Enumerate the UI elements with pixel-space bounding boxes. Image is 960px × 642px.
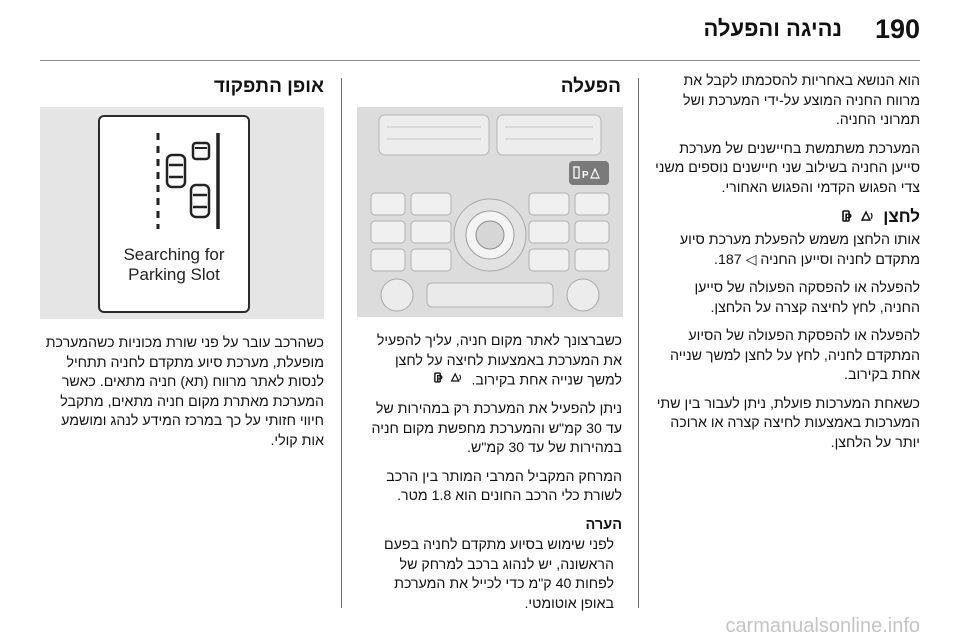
display-message — [100, 245, 248, 285]
display-message-line: Searching for — [123, 245, 225, 264]
column-divider-right — [638, 78, 639, 608]
info-display — [98, 115, 250, 313]
watermark: carmanualsonline.info — [725, 615, 920, 637]
column-divider-left — [341, 78, 342, 608]
paragraph-text: כשברצונך לאתר מקום חניה, עליך להפעיל את המערכת באמצעות לחיצה על לחצן למשך שנייה אחת בקירוב. — [376, 333, 622, 389]
section-title-activation: הפעלה — [560, 76, 621, 97]
column-right — [653, 72, 920, 462]
parking-assist-icon — [434, 371, 464, 391]
page-number: 190 — [874, 14, 920, 44]
paragraph: ניתן להפעיל את המערכת רק במהירות של עד 30 קמ"ש והמערכת מחפשת מקום חניה במהירות של עד 30 קמ"ש. — [371, 401, 622, 456]
note-body: לפני שימוש בסיוע מתקדם לחניה בפעם הראשונה, יש לנהוג ברכב למרחק של לפחות 40 ק"מ כדי לכייל את המערכת באופן אוטומטי. — [384, 537, 614, 612]
display-message-line: Parking Slot — [128, 265, 220, 284]
button-heading — [653, 207, 920, 227]
column-left — [40, 334, 324, 460]
column-middle — [357, 332, 622, 614]
display-figure — [40, 107, 324, 319]
parking-assist-icon — [842, 208, 876, 228]
paragraph: המרחק המקביל המרבי המותר בין הרכב לשורת כלי הרכב החונים הוא 1.8 מטר. — [386, 468, 622, 504]
paragraph: כשאחת המערכות פועלת, ניתן לעבור בין שתי המערכות באמצעות לחיצה קצרה או ארוכה יותר על הלחצן. — [656, 395, 920, 451]
paragraph: להפעלה או להפסקה הפעולה של סייען החניה, לחץ לחיצה קצרה על הלחצן. — [694, 280, 920, 316]
paragraph: המערכת משתמשת בחיישנים של מערכת סייען החניה בשילוב שני חיישנים נוספים משני צדי הפגוש הקדמי והפגוש האחורי. — [655, 140, 920, 196]
paragraph: להפעלה או להפסקת הפעולה של הסיוע המתקדם לחניה, לחץ על לחצן למשך שנייה אחת בקירוב. — [670, 328, 920, 384]
page-title: נהיגה והפעלה — [703, 16, 842, 41]
console-photo — [357, 107, 623, 317]
paragraph: אותו הלחצן משמש להפעלת מערכת סיוע מתקדם לחניה וסייען החניה ◁ 187. — [679, 232, 920, 268]
note-title: הערה — [585, 516, 622, 533]
parking-scan-graphic — [100, 117, 248, 237]
paragraph — [357, 332, 622, 391]
svg-text:P: P — [436, 373, 444, 384]
paragraph: כשהרכב עובר על פני שורת מכוניות כשהמערכת מופעלת, מערכת סיוע מתקדם לחניה תתחיל לנסות לאתר מרווח (תא) חניה מתאים. כאשר המערכת מאתרת מקום חניה מתאים, מתקבל חיווי חזותי על כך במרכז המידע לנהג ומושמע אות קולי. — [45, 335, 324, 449]
paragraph: הוא הנושא באחריות להסכמתו לקבל את מרווח החניה המוצע על-ידי המערכת ושל תמרוני החניה. — [683, 73, 920, 128]
section-title-how-it-works: אופן התפקוד — [213, 76, 324, 97]
svg-text:P: P — [582, 170, 589, 181]
button-heading-label: לחצן — [883, 207, 920, 226]
header-divider — [40, 60, 920, 61]
svg-text:P: P — [844, 211, 852, 223]
